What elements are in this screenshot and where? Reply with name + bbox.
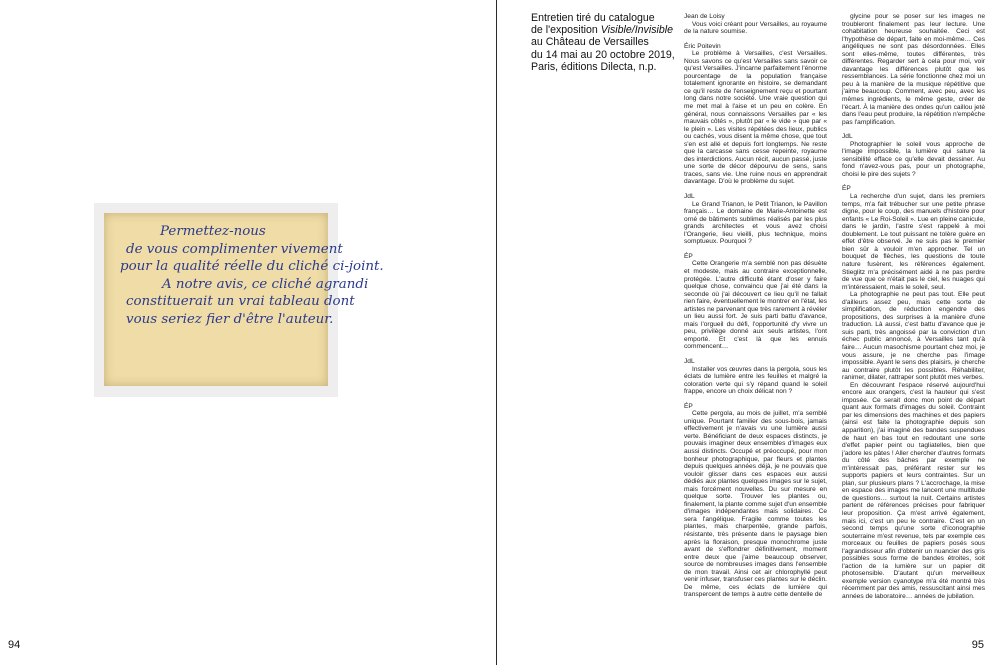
postcard-line: vous seriez fier d'être l'auteur. bbox=[126, 311, 334, 327]
text-column-1 bbox=[684, 13, 827, 599]
speaker: JdL bbox=[684, 357, 695, 365]
speaker: JdL bbox=[684, 193, 695, 201]
paragraph: En découvrant l'espace réservé aujourd'hui encore aux orangers, c'est la hauteur qui s'est imposée. Ce serait donc mon point de départ quant aux formats d'images du soleil. Contraint par les dimensions des machines et des papiers (ainsi est faite la photographie depuis son apparition), j'ai imaginé des bandes suspendues de haut en bas tout en redoutant une sorte d'effet papier peint ou tagliatelles, bien que j'adore les pâtes ! Aller chercher d'autres formats du côté des bâches par exemple ne m'intéressait pas, préférant rester sur les supports papiers et leurs contraintes. Sur un plan, sur plusieurs plans ? L'accrochage, la mise en espace des images me lancent une multitude de questions… surtout la nuit. Certains artistes partent de références précises pour fabriquer leur proposition. Ça m'est arrivé également, mais ici, c'est un peu le contraire. C'est en un second temps qu'une sorte d'iconographie souterraine m'est revenue, tels par exemple ces morceaux ou feuilles de papiers posés sous l'agrandisseur afin d'obtenir un nuancier des gris possibles sous forme de bandes étroites, soit l'action de la lumière sur un papier dit photosensible. D'autant qu'un merveilleux exemple version cyanotype m'a été montré très récemment par des amis, ressuscitant ainsi mes années de laboratoire… années de jubilation. bbox=[842, 381, 985, 601]
title-line: du 14 mai au 20 octobre 2019, bbox=[531, 48, 675, 61]
page-number-left: 94 bbox=[8, 639, 21, 651]
paragraph: Installer vos œuvres dans la pergola, sous les éclats de lumière entre les feuilles et malgré la coloration verte qui s'y répand quand le soleil frappe, encore un choix délicat non ? bbox=[684, 365, 827, 396]
speaker: Jean de Loisy bbox=[684, 13, 725, 20]
exhibition-name: Visible/Invisible bbox=[600, 24, 673, 37]
title-line: Paris, éditions Dilecta, n.p. bbox=[531, 60, 657, 73]
paragraph: glycine pour se poser sur les images ne troubleront finalement pas leur lecture. Une cohabitation heureuse souhaitée. Ceci est l'hypothèse de départ, faite en moi-même… Ces angéliques ne sont pas désordonnées. Elles sont elles-même, toutes différentes, très différentes. Regarder sert à cela pour moi, voir davantage les différences plutôt que les ressemblances. La série fonctionne chez moi un peu à la manière de la musique répétitive que j'aime beaucoup. Comment, avec peu, avec les mêmes ingrédients, le même geste, créer de l'écart. À la manière des ondes qu'un caillou jeté dans l'eau peut produire, la répétition n'empêche pas l'amplification. bbox=[842, 13, 985, 126]
speaker: Éric Poitevin bbox=[684, 42, 721, 50]
article-title bbox=[531, 12, 681, 73]
text-column-2 bbox=[842, 13, 985, 601]
paragraph: Le problème à Versailles, c'est Versailles. Nous savons ce qu'est Versailles sans savoir ce qu'est Versailles. J'incarne parfaitement l'énorme pourcentage de la population française totalement ignorante en histoire, se demandant ce qu'il reste de l'enseignement reçu et pourtant long dans notre société. Une vraie question qui me met mal à l'aise et un peu en colère. En général, nous connaissons Versailles par « les mauvais côtés », plutôt par « le vide » que par « le plein ». Les visites répétées des lieux, publics ou cachés, vous disent la même chose, que tout s'en est allé et depuis fort longtemps. Ne reste que la carcasse sans cesse repeinte, royaume des interdictions. Aucun récit, aucun passé, juste une sorte de décor dépourvu de sens, sans traces, sans vie. Une ruine nous en apprendrait davantage. D'où le problème du sujet. bbox=[684, 50, 827, 186]
paragraph: Le Grand Trianon, le Petit Trianon, le Pavillon français… Le domaine de Marie-Antoinette est orné de bâtiments sublimes réalisés par les plus grands architectes et vous avez choisi l'Orangerie, lieu vieilli, plus technique, moins somptueux. Pourquoi ? bbox=[684, 200, 827, 246]
postcard-line: pour la qualité réelle du cliché ci-joint. bbox=[120, 259, 384, 275]
paragraph: La recherche d'un sujet, dans les premiers temps, m'a fait trébucher sur une petite phrase digne, pour le coup, des manuels d'histoire pour enfants « Le Roi-Soleil ». Lue en pleine canicule, dans le jardin, l'astre s'est rappelé à moi doublement. Le tout puissant ne tolère guère en effet d'être observé. Je ne suis pas le premier bien sûr à vouloir m'en approcher. Tel un bouquet de flèches, les questions de toute nature fusèrent, les références également. Stieglitz m'a précisément aidé à ne pas perdre de vue que ce n'était pas le ciel, les nuages qui m'intéressaient, mais le soleil, seul. bbox=[842, 193, 985, 291]
postcard-line: Permettez-nous bbox=[160, 224, 266, 239]
speaker: ÉP bbox=[684, 252, 693, 260]
right-page bbox=[497, 0, 992, 665]
speaker: JdL bbox=[842, 133, 853, 141]
paragraph: Cette Orangerie m'a semblé non pas désuète et modeste, mais au contraire exceptionnelle, protégée. L'autre difficulté étant d'oser y faire quelque chose, convaincu que j'ai été dans la seconde où j'ai découvert ce lieu qu'il ne fallait rien faire, éventuellement le montrer en l'état, les artistes ne parvenant que très rarement à révéler un lieu aussi fort. Je suis parti battu d'avance, mais l'orgueil du défi, l'opportunité d'y vivre un peu, privilège donné aux seuls artistes, l'ont emporté. Et c'est là que les ennuis commencent… bbox=[684, 260, 827, 351]
paragraph: Cette pergola, au mois de juillet, m'a semblé unique. Pourtant familier des sous-bois, jamais effectivement je n'avais vu une lumière aussi verte. Bénéficiant de deux espaces distincts, je pouvais imaginer deux ensembles d'images eux aussi distincts. Occupé et préoccupé, pour mon bonheur photographique, par fleurs et plantes depuis quelques années déjà, je ne pouvais que vouloir glisser dans ces espaces eux aussi dédiés aux plantes quelques images sur le sujet, mais forcément nouvelles. Du sur mesure en quelque sorte. Trouver les plantes ou, finalement, la plante comme sujet d'un ensemble d'images indépendantes mais solidaires. Ce sera l'angélique. Fragile comme toutes les plantes, mais charpentée, grande parfois, résistante, très présente dans le paysage bien après la floraison, presque monochrome juste avant de s'effondrer définitivement, moment entre deux que j'aime beaucoup observer, source de nombreuses images dans l'ensemble de mon travail. Ainsi cet air chlorophyllé peut venir infuser, transfuser ces plantes sur le déclin. De même, ces éclats de lumière qui transpercent de temps à autre cette dentelle de bbox=[684, 410, 827, 599]
postcard-line: constituerait un vrai tableau dont bbox=[126, 294, 355, 310]
title-line bbox=[531, 24, 681, 36]
paragraph: La photographie ne peut pas tout. Elle peut d'ailleurs assez peu, mais cette sorte de simplification, de réduction engendre des propositions, des surprises à la manière d'une traduction. Là aussi, c'est battu d'avance que je suis parti, très angoissé par la conviction d'un échec public annoncé, à Versailles tant qu'à faire… Aucun masochisme pourtant chez moi, je vous assure, je ne cherche pas l'image impossible. Ayant le sens des plaisirs, je cherche au contraire plutôt les possibles. Réhabiliter, ranimer, dilater, rattraper sont plutôt mes verbes. bbox=[842, 291, 985, 382]
postcard-line: A notre avis, ce cliché agrandi bbox=[162, 276, 369, 292]
paragraph: Photographier le soleil vous approche de l'image impossible, la lumière qui sature la sensibilité efface ce qu'elle devait dessiner. Au fond n'avez-vous pas, pour un photographe, choisi le pire des sujets ? bbox=[842, 140, 985, 178]
page-number-right: 95 bbox=[971, 639, 984, 651]
postcard-handwriting bbox=[112, 223, 384, 329]
speaker: ÉP bbox=[684, 402, 693, 410]
postcard bbox=[104, 213, 384, 386]
title-prefix: de l'exposition bbox=[531, 24, 601, 37]
speaker: ÉP bbox=[842, 185, 851, 193]
paragraph: Vous voici créant pour Versailles, au royaume de la nature soumise. bbox=[684, 20, 827, 36]
title-line: Entretien tiré du catalogue bbox=[531, 12, 655, 24]
postcard-photo bbox=[94, 203, 384, 397]
postcard-line: de vous complimenter vivement bbox=[126, 241, 343, 257]
title-line: au Château de Versailles bbox=[531, 36, 649, 49]
